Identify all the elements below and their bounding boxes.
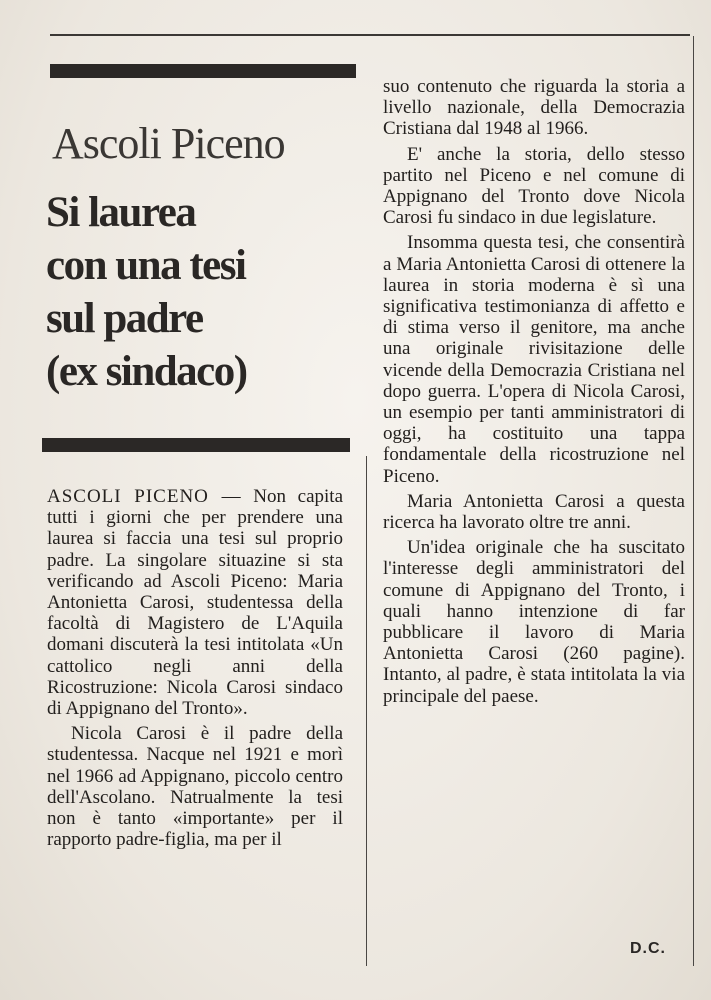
column-divider xyxy=(366,456,367,966)
author-signature: D.C. xyxy=(630,940,666,957)
article-body-left xyxy=(47,486,343,850)
column-rule-right xyxy=(693,36,694,966)
paragraph xyxy=(47,486,343,719)
headline xyxy=(46,186,346,398)
paragraph: Insomma questa tesi, che consentirà a Maria Antonietta Carosi di ottenere la laurea in storia moderna è sì una significativa testimonianza di affetto e di stima verso il genitore, ma anche una originale rivisitazione delle vicende della Democrazia Cristiana nel dopo guerra. L'opera di Nicola Carosi, un esempio per tanti amministratori di oggi, ha costituito una tappa fondamentale della ricostruzione nel Piceno. xyxy=(383,232,685,487)
article-body-right xyxy=(383,76,685,707)
paragraph: suo contenuto che riguarda la storia a livello nazionale, della Democrazia Cristiana dal 1948 al 1966. xyxy=(383,76,685,140)
header-bar xyxy=(50,64,356,78)
paragraph: Un'idea originale che ha suscitato l'interesse degli amministratori del comune di Appignano del Tronto, i quali hanno intenzione di far pubblicare il lavoro di Maria Antonietta Carosi (260 pagine). Intanto, al padre, è stata intitolata la via principale del paese. xyxy=(383,537,685,707)
headline-line: con una tesi xyxy=(46,242,246,289)
top-rule xyxy=(50,34,690,36)
paragraph: Maria Antonietta Carosi a questa ricerca ha lavorato oltre tre anni. xyxy=(383,490,685,534)
headline-line: (ex sindaco) xyxy=(46,348,247,395)
paragraph: Nicola Carosi è il padre della studentessa. Nacque nel 1921 e morì nel 1966 ad Appignano, piccolo centro dell'Ascolano. Natrualmente la tesi non è tanto «importante» per il rapporto padre-figlia, ma per il xyxy=(47,723,343,851)
paragraph-text: Non capita tutti i giorni che per prendere una laurea si faccia una tesi sul proprio padre. La singolare situazine si sta verificando ad Ascoli Piceno: Maria Antonietta Carosi, studentessa della facoltà di Magistero de L'Aquila domani discuterà la tesi intitolata «Un cattolico negli anni della Ricostruzione: Nicola Carosi sindaco di Appignano del Tronto». xyxy=(47,486,343,720)
kicker: Ascoli Piceno xyxy=(52,119,285,168)
section-bar xyxy=(42,438,350,452)
dateline: ASCOLI PICENO — xyxy=(47,486,242,507)
headline-line: Si laurea xyxy=(46,189,196,236)
headline-line: sul padre xyxy=(46,295,203,342)
paragraph: E' anche la storia, dello stesso partito nel Piceno e nel comune di Appignano del Tronto dove Nicola Carosi fu sindaco in due legislature. xyxy=(383,143,685,229)
